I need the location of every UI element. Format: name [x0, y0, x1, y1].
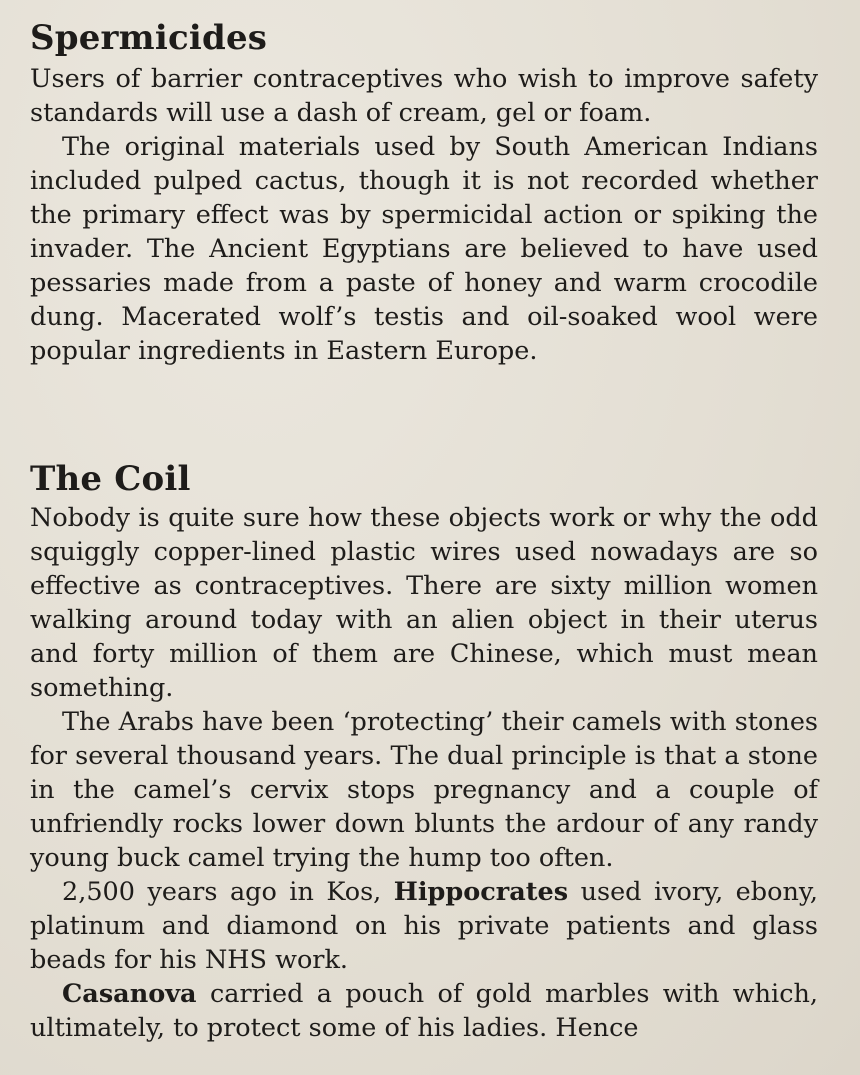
text-run: carried a pouch of gold marbles with which, ultimately, to protect some of his ladies. Hence — [30, 979, 818, 1043]
paragraph: The Arabs have been ‘protecting’ their camels with stones for several thousand years. The dual principle is that a stone in the camel’s cervix stops pregnancy and a couple of unfriendly rocks lower down blunts the ardour of any randy young buck camel trying the hump too often. — [30, 707, 818, 873]
paragraph: Nobody is quite sure how these objects work or why the odd squiggly copper-lined plastic wires used nowadays are so effective as contraceptives. There are sixty million women walking around today with an alien object in their uterus and forty million of them are Chinese, which must mean something. — [30, 503, 818, 703]
text-run: used ivory, ebony, platinum and diamond on his private patients and glass beads for his NHS work. — [30, 877, 818, 975]
text-run: 2,500 years ago in Kos, — [62, 877, 394, 907]
paragraph-hippocrates — [30, 875, 818, 977]
paragraph-casanova — [30, 977, 818, 1045]
paragraph: The original materials used by South American Indians included pulped cactus, though it is not recorded whether the primary effect was by spermicidal action or spiking the invader. The Ancient Egyptians are believed to have used pessaries made from a paste of honey and warm crocodile dung. Macerated wolf’s testis and oil-soaked wool were popular ingredients in Eastern Europe. — [30, 132, 818, 366]
name-casanova: Casanova — [62, 979, 197, 1009]
paragraph: Users of barrier contraceptives who wish to improve safety standards will use a dash of cream, gel or foam. — [30, 64, 818, 128]
name-hippocrates: Hippocrates — [393, 877, 569, 907]
section-heading-the-coil: The Coil — [30, 459, 191, 499]
section-body-the-coil — [30, 501, 818, 1045]
section-body-spermicides — [30, 62, 818, 368]
section-heading-spermicides: Spermicides — [30, 18, 268, 58]
